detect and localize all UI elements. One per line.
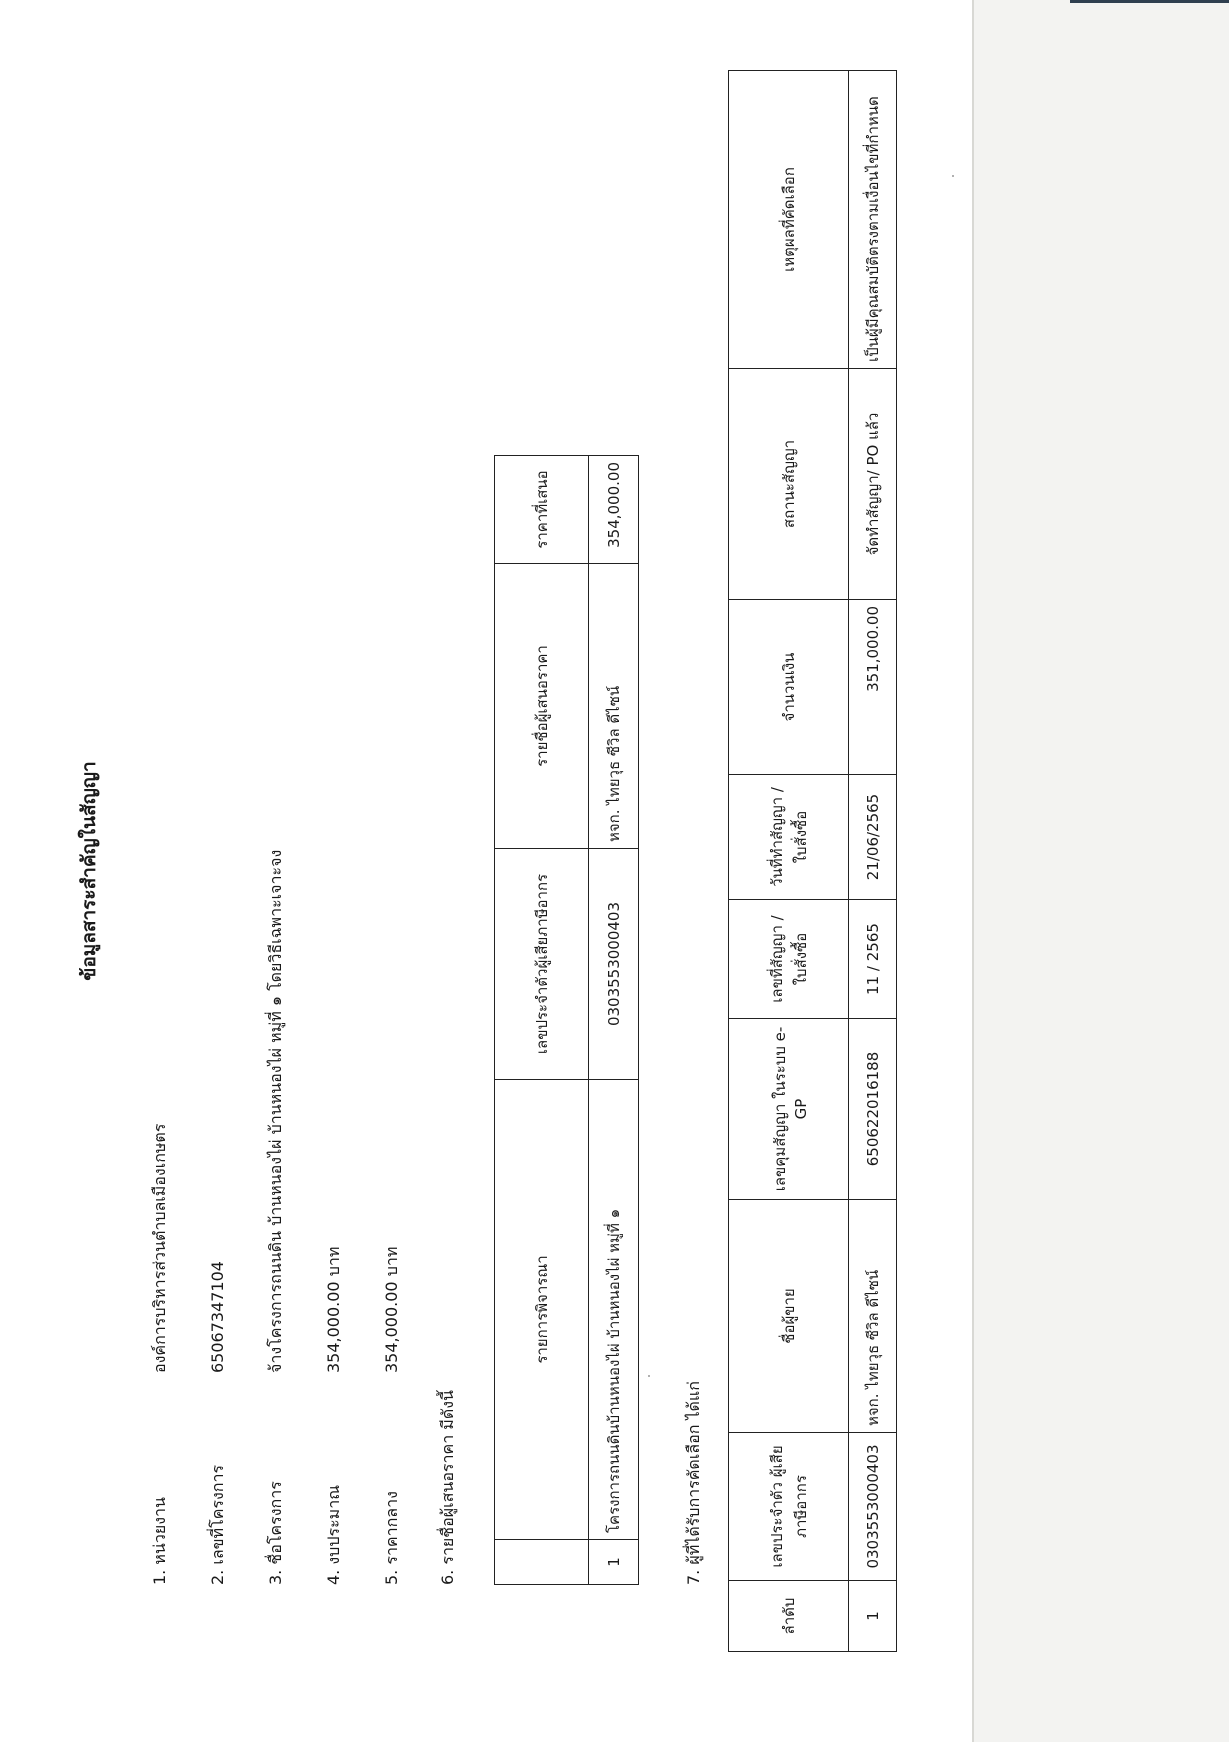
winners-cell-order: 1 xyxy=(849,1581,897,1652)
info-budget-value: 354,000.00 บาท xyxy=(324,1246,343,1373)
scan-speck xyxy=(952,175,954,177)
winners-cell-contract-date: 21/06/2565 xyxy=(849,775,897,900)
info-project-name-value: จ้างโครงการถนนดิน บ้านหนองไผ่ บ้านหนองไผ่ หมู่ที่ ๑ โดยวิธีเฉพาะเจาะจง xyxy=(266,849,285,1373)
scan-speck xyxy=(648,1375,650,1377)
winners-header-selection-reason: เหตุผลที่คัดเลือก xyxy=(729,71,849,369)
info-agency-value: องค์การบริหารส่วนตำบลเมืองเกษตร xyxy=(150,1123,169,1373)
bidders-header-index xyxy=(495,1540,589,1585)
scan-background-edge xyxy=(972,0,1229,1742)
winners-cell-contract-number: 11 / 2565 xyxy=(849,900,897,1019)
winners-header-tax-id: เลขประจำตัว ผู้เสียภาษีอากร xyxy=(729,1433,849,1581)
winners-header-amount: จำนวนเงิน xyxy=(729,600,849,775)
info-budget-label: 4. งบประมาณ xyxy=(324,1484,343,1585)
bidders-section-label: 6. รายชื่อผู้เสนอราคา มีดังนี้ xyxy=(438,1390,457,1585)
info-project-name-label: 3. ชื่อโครงการ xyxy=(266,1481,285,1585)
winners-cell-seller-name: หจก. ไทยวุธ ซีวิล ดีไซน์ xyxy=(849,1200,897,1433)
bidders-cell-bidder-name: หจก. ไทยวุธ ซีวิล ดีไซน์ xyxy=(589,564,639,849)
bidders-cell-item: โครงการถนนดินบ้านหนองไผ่ บ้านหนองไผ่ หมู่ที่ ๑ xyxy=(589,1080,639,1540)
bidders-header-item: รายการพิจารณา xyxy=(495,1080,589,1540)
winners-cell-contract-status: จัดทำสัญญา/ PO แล้ว xyxy=(849,369,897,600)
bidders-header-bidder-name: รายชื่อผู้เสนอราคา xyxy=(495,564,589,849)
winners-header-seller-name: ชื่อผู้ขาย xyxy=(729,1200,849,1433)
bidders-header-offer-price: ราคาที่เสนอ xyxy=(495,456,589,564)
winners-header-egp-number: เลขคุมสัญญา ในระบบ e-GP xyxy=(729,1019,849,1200)
bidders-header-tax-id: เลขประจำตัวผู้เสียภาษีอากร xyxy=(495,849,589,1080)
winners-header-contract-status: สถานะสัญญา xyxy=(729,369,849,600)
winners-header-contract-number: เลขที่สัญญา / ใบสั่งซื้อ xyxy=(729,900,849,1019)
table-header-row xyxy=(729,71,849,1652)
scan-edge-mark xyxy=(1070,0,1229,3)
info-budget xyxy=(322,1247,347,1585)
table-row xyxy=(849,71,897,1652)
info-agency xyxy=(148,1124,173,1585)
info-project-name xyxy=(264,850,289,1585)
winners-table xyxy=(728,70,897,1652)
info-median-price-value: 354,000.00 บาท xyxy=(382,1246,401,1373)
info-agency-label: 1. หน่วยงาน xyxy=(150,1497,169,1585)
bidders-cell-tax-id: 0303553000403 xyxy=(589,849,639,1080)
info-project-number-value: 65067347104 xyxy=(208,1261,227,1373)
winners-cell-egp-number: 650622016188 xyxy=(849,1019,897,1200)
document-title: ข้อมูลสาระสำคัญในสัญญา xyxy=(78,761,100,981)
info-median-price-label: 5. ราคากลาง xyxy=(382,1491,401,1585)
info-project-number xyxy=(206,1261,231,1585)
winners-cell-selection-reason: เป็นผู้มีคุณสมบัติตรงตามเงื่อนไขที่กำหนด xyxy=(849,71,897,369)
winners-header-order: ลำดับ xyxy=(729,1581,849,1652)
winners-header-contract-date: วันที่ทำสัญญา / ใบสั่งซื้อ xyxy=(729,775,849,900)
table-row xyxy=(589,456,639,1585)
bidders-cell-offer-price: 354,000.00 xyxy=(589,456,639,564)
bidders-cell-index: 1 xyxy=(589,1540,639,1585)
winners-cell-tax-id: 0303553000403 xyxy=(849,1433,897,1581)
info-project-number-label: 2. เลขที่โครงการ xyxy=(208,1464,227,1585)
info-median-price xyxy=(380,1247,405,1585)
table-header-row xyxy=(495,456,589,1585)
bidders-table xyxy=(494,455,639,1585)
winners-section-label: 7. ผู้ที่ได้รับการคัดเลือก ได้แก่ xyxy=(684,1381,703,1585)
winners-cell-amount: 351,000.00 xyxy=(849,600,897,775)
